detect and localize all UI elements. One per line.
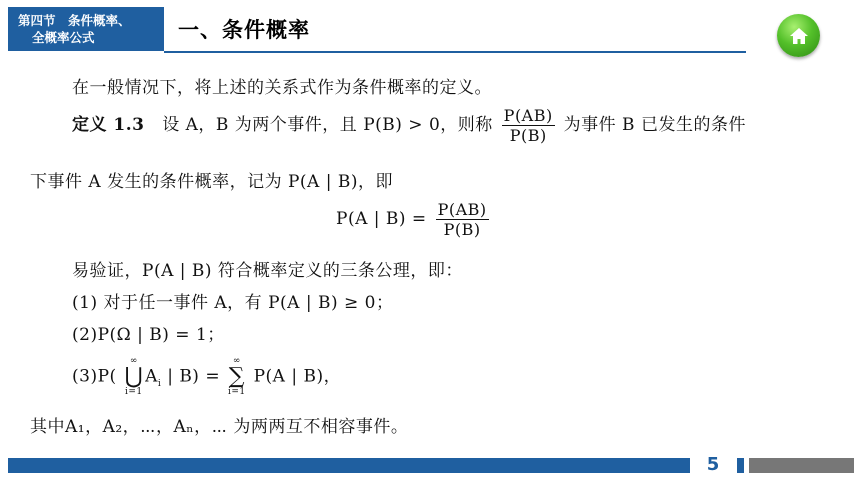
section-tag bbox=[8, 7, 164, 51]
slide-title: 一、条件概率 bbox=[178, 18, 310, 42]
axiom-3-suffix: P(A | B)， bbox=[253, 366, 342, 387]
definition-text-a: 设 A，B 为两个事件，且 P(B) > 0，则称 bbox=[162, 115, 493, 135]
axiom-3-event: A bbox=[145, 366, 158, 387]
home-button[interactable] bbox=[777, 14, 820, 57]
section-tag-line1: 第四节 条件概率、 bbox=[18, 13, 131, 28]
sum-operator bbox=[228, 357, 246, 397]
axiom-3-mid: | B) = bbox=[167, 366, 221, 387]
section-tag-line2: 全概率公式 bbox=[32, 30, 95, 45]
conditional-probability-formula bbox=[336, 200, 492, 239]
definition-label: 定义 1.3 bbox=[72, 115, 145, 135]
axiom-3 bbox=[72, 357, 341, 397]
definition-fraction bbox=[502, 106, 555, 145]
axiom-2: (2)P(Ω | B) = 1； bbox=[72, 325, 225, 345]
formula-denominator: P(B) bbox=[443, 220, 481, 239]
footer-gray-block bbox=[749, 458, 854, 473]
disjoint-events-note: 其中A₁，A₂，⋯，Aₙ，⋯ 为两两互不相容事件。 bbox=[30, 417, 409, 437]
union-upper-limit: ∞ bbox=[129, 356, 138, 366]
formula-lhs: P(A | B) = bbox=[336, 209, 427, 229]
axiom-3-subscript: i bbox=[157, 378, 162, 389]
union-lower-limit: i=1 bbox=[125, 387, 143, 397]
sum-upper-limit: ∞ bbox=[232, 356, 241, 366]
sum-lower-limit: i=1 bbox=[228, 387, 246, 397]
definition-fraction-denominator: P(B) bbox=[509, 126, 547, 145]
union-symbol: ⋃ bbox=[124, 364, 144, 389]
union-operator bbox=[125, 357, 144, 397]
footer-marker bbox=[737, 458, 744, 473]
axioms-intro: 易验证，P(A | B) 符合概率定义的三条公理，即： bbox=[72, 261, 463, 281]
axiom-3-prefix: (3)P( bbox=[72, 366, 117, 387]
footer-bar bbox=[8, 458, 690, 473]
formula-numerator: P(AB) bbox=[437, 200, 487, 219]
definition-fraction-numerator: P(AB) bbox=[503, 106, 553, 125]
sum-symbol: ∑ bbox=[228, 364, 245, 389]
formula-fraction bbox=[436, 200, 489, 239]
header-divider bbox=[164, 51, 746, 53]
intro-line: 在一般情况下，将上述的关系式作为条件概率的定义。 bbox=[72, 78, 492, 98]
definition-continuation: 下事件 A 发生的条件概率，记为 P(A | B)，即 bbox=[30, 172, 393, 192]
definition-line bbox=[72, 106, 746, 145]
axiom-1: (1) 对于任一事件 A，有 P(A | B) ≥ 0； bbox=[72, 293, 394, 313]
definition-text-b: 为事件 B 已发生的条件 bbox=[563, 115, 746, 135]
home-icon bbox=[789, 26, 809, 46]
page-number: 5 bbox=[706, 454, 720, 475]
